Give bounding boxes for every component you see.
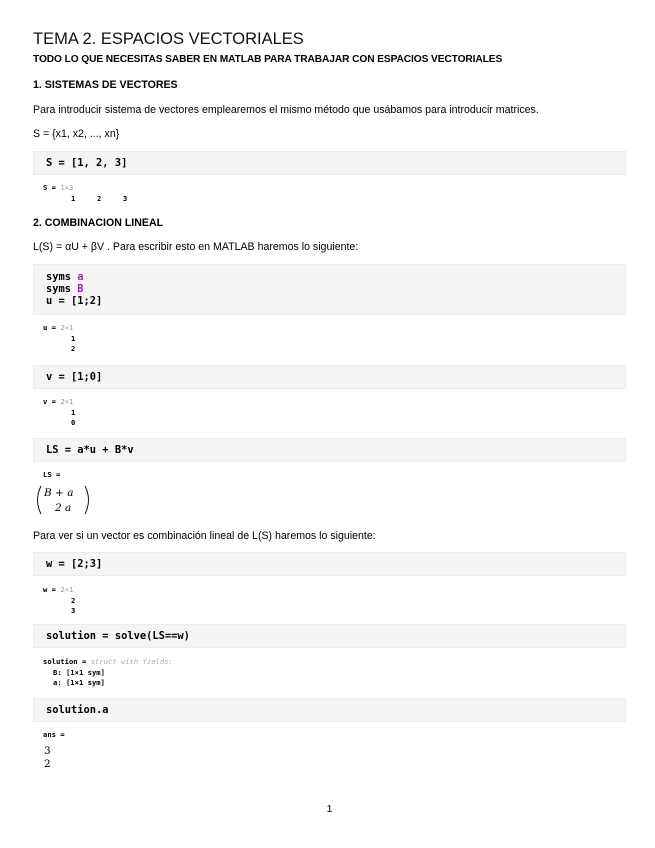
output-v <box>43 397 626 429</box>
output-solution <box>43 657 626 689</box>
output-value: 0 <box>71 418 76 427</box>
code-text: S = [1, 2, 3] <box>46 157 128 169</box>
output-u <box>43 323 626 355</box>
code-block-s[interactable] <box>33 151 626 175</box>
code-block-w[interactable] <box>33 552 626 576</box>
code-text: solution.a <box>46 704 109 716</box>
output-var: S = <box>43 183 56 192</box>
section1-intro: Para introducir sistema de vectores emplearemos el mismo método que usábamos para introducir matrices. <box>33 104 539 116</box>
code-block-v[interactable] <box>33 365 626 389</box>
output-s <box>43 183 626 204</box>
output-value: 2 <box>71 344 76 353</box>
section-heading-sistemas: 1. SISTEMAS DE VECTORES <box>33 79 178 91</box>
right-paren-icon <box>83 485 93 515</box>
output-value: 2 <box>71 595 76 605</box>
struct-field: a: [1×1 sym] <box>53 678 105 687</box>
output-var: ans = <box>43 730 65 739</box>
ls-matrix <box>33 485 93 517</box>
code-text: solution = solve(LS==w) <box>46 630 190 642</box>
left-paren-icon <box>33 485 43 515</box>
section2-intro: L(S) = αU + βV . Para escribir esto en MATLAB haremos lo siguiente: <box>33 241 359 253</box>
code-block-syms[interactable] <box>33 264 626 315</box>
code-block-solution-a[interactable] <box>33 698 626 722</box>
matrix-row: 2 a <box>55 502 72 514</box>
page-title: TEMA 2. ESPACIOS VECTORIALES <box>33 30 304 48</box>
output-var: solution = <box>43 657 87 666</box>
struct-field: B: [1×1 sym] <box>53 667 105 677</box>
ans-value: 2 <box>44 758 51 770</box>
section-heading-combinacion: 2. COMBINACION LINEAL <box>33 217 164 229</box>
code-block-ls[interactable] <box>33 438 626 462</box>
output-size: 2×1 <box>60 323 74 332</box>
code-keyword: syms <box>46 283 72 295</box>
output-size: 1×3 <box>60 183 74 192</box>
output-size: 2×1 <box>60 397 74 406</box>
code-text: LS = a*u + B*v <box>46 444 134 456</box>
output-ans <box>43 730 626 741</box>
output-desc: struct with fields: <box>90 657 173 666</box>
page-number: 1 <box>326 803 333 815</box>
set-notation: S = {x1, x2, ..., xn} <box>33 128 120 140</box>
code-line: u = [1;2] <box>46 295 103 307</box>
code-arg: a <box>77 271 84 283</box>
matrix-row: B + a <box>44 487 74 499</box>
ans-value: 3 <box>44 745 51 757</box>
code-text: v = [1;0] <box>46 371 103 383</box>
output-ls <box>43 470 626 481</box>
page-subtitle: TODO LO QUE NECESITAS SABER EN MATLAB PARA TRABAJAR CON ESPACIOS VECTORIALES <box>33 54 503 65</box>
output-value: 3 <box>71 606 76 615</box>
output-var: u = <box>43 323 56 332</box>
ans-values <box>44 745 626 771</box>
output-var: w = <box>43 585 56 594</box>
output-value: 1 <box>71 407 76 417</box>
output-w <box>43 585 626 617</box>
output-values: 1 2 3 <box>71 193 128 203</box>
output-var: v = <box>43 397 56 406</box>
code-keyword: syms <box>46 271 72 283</box>
code-text: w = [2;3] <box>46 558 103 570</box>
document-page <box>33 0 626 848</box>
section2-intro2: Para ver si un vector es combinación lineal de L(S) haremos lo siguiente: <box>33 530 376 542</box>
output-var: LS = <box>43 470 61 479</box>
output-size: 2×1 <box>60 585 74 594</box>
code-arg: B <box>77 283 84 295</box>
output-value: 1 <box>71 333 76 343</box>
code-block-solve[interactable] <box>33 624 626 648</box>
